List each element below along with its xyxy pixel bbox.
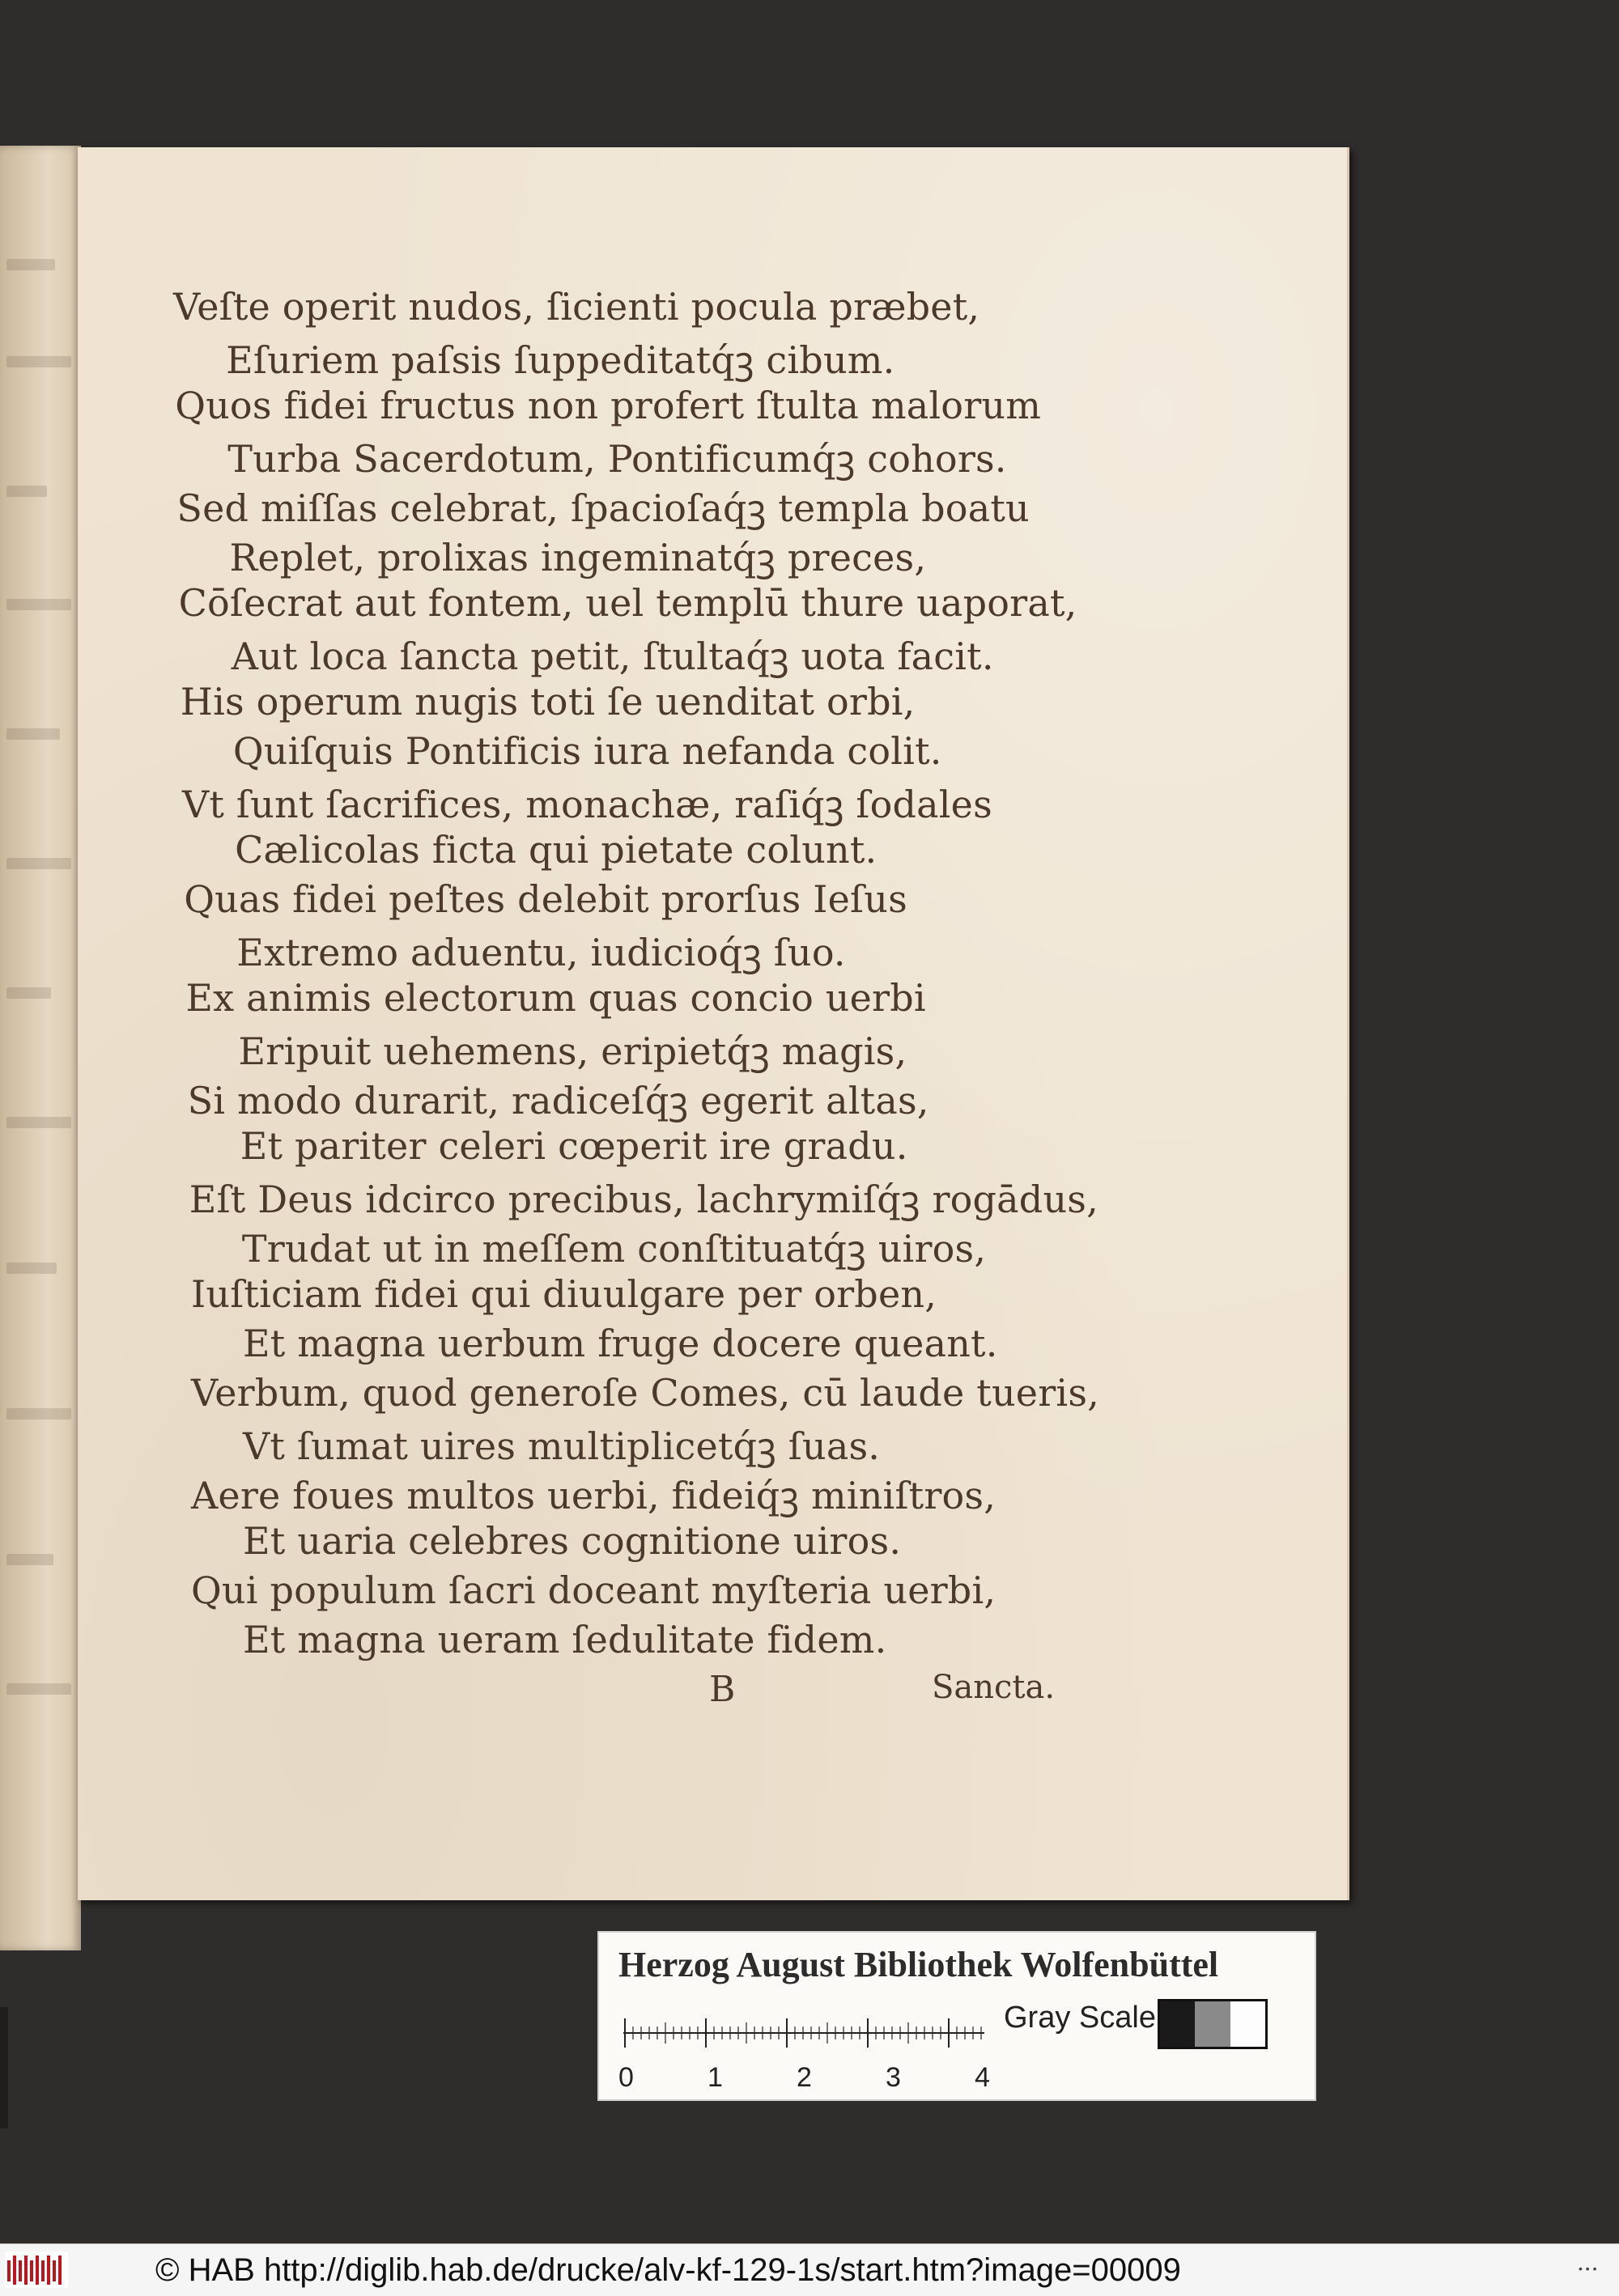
poem-line: Et uaria celebres cognitione uiros. [243,1519,902,1563]
gray-swatch [1195,2001,1230,2047]
gray-scale-label: Gray Scale [1004,2001,1156,2035]
poem-line: Eſt Deus idcirco precibus, lachrymiſq́ꝫ rogādus, [189,1178,1098,1221]
gray-swatch [1160,2001,1195,2047]
gray-scale-swatches [1158,1999,1268,2049]
poem-line: Quas fidei peſtes delebit prorſus Ieſus [184,877,907,921]
dark-strip [0,2007,8,2128]
book-page [78,147,1349,1900]
ruler-number: 4 [975,2062,990,2093]
ruler [618,1997,1012,2094]
poem-line: Extremo aduentu, iudicioq́ꝫ ſuo. [236,931,846,974]
poem-text [78,147,1347,1900]
poem-line: Replet, prolixas ingeminatq́ꝫ preces, [229,536,927,579]
signature-mark: B [709,1669,736,1710]
footer-dots: • • • [1579,2262,1597,2275]
poem-line: Veſte operit nudos, ſicienti pocula præbet, [173,285,980,329]
poem-line: Vt ſumat uires multiplicetq́ꝫ ſuas. [243,1424,881,1468]
poem-line: Et pariter celeri cœperit ire gradu. [240,1124,908,1168]
ruler-number: 2 [797,2062,812,2093]
poem-line: Qui populum ſacri doceant myſteria uerbi, [191,1568,996,1612]
ruler-number: 0 [618,2062,634,2093]
poem-line: Eripuit uehemens, eripietq́ꝫ magis, [238,1029,907,1073]
ruler-number: 3 [886,2062,901,2093]
gray-swatch [1230,2001,1265,2047]
poem-line: Ex animis electorum quas concio uerbi [185,976,926,1020]
poem-line: Si modo durarit, radiceſq́ꝫ egerit altas, [187,1079,929,1123]
poem-line: Quos fidei fructus non profert ſtulta malorum [175,384,1042,427]
poem-line: Vt ſunt ſacrifices, monachæ, raſiq́ꝫ ſodales [182,783,992,826]
poem-line: Trudat ut in meſſem conſtituatq́ꝫ uiros, [241,1227,987,1271]
previous-page-edge [0,146,81,1950]
library-name: Herzog August Bibliothek Wolfenbüttel [618,1945,1219,1984]
poem-line: Cælicolas ficta qui pietate colunt. [235,828,877,872]
ruler-number: 1 [708,2062,723,2093]
poem-line: Aut loca ſancta petit, ſtultaq́ꝫ uota facit. [231,634,994,678]
poem-line: Aere foues multos uerbi, fideiq́ꝫ miniſtros, [191,1474,996,1517]
poem-line: Verbum, quod generoſe Comes, cū laude tueris, [191,1371,1099,1415]
hab-logo-icon [5,2252,68,2288]
catchword: Sancta. [932,1669,1056,1706]
poem-line: Quiſquis Pontificis iura nefanda colit. [232,729,942,773]
poem-line: Cōſecrat aut fontem, uel templū thure uaporat, [178,581,1077,625]
poem-line: Iuſticiam fidei qui diuulgare per orben, [191,1272,937,1316]
poem-line: Turba Sacerdotum, Pontificumq́ꝫ cohors. [227,437,1007,481]
footer-bar [0,2243,1619,2296]
poem-line: Sed miſſas celebrat, ſpacioſaq́ꝫ templa boatu [176,486,1030,530]
copyright-url: © HAB http://diglib.hab.de/drucke/alv-kf-129-1s/start.htm?image=00009 [155,2252,1181,2288]
poem-line: Et magna uerbum fruge docere queant. [243,1322,998,1365]
library-color-label [597,1931,1316,2101]
poem-line: Eſuriem paſsis ſuppeditatq́ꝫ cibum. [226,338,895,382]
poem-line: His operum nugis toti ſe uenditat orbi, [180,680,916,724]
poem-line: Et magna ueram ſedulitate fidem. [243,1618,887,1662]
